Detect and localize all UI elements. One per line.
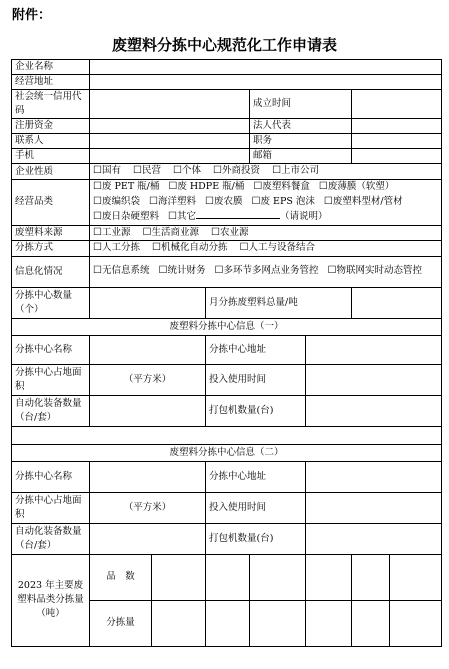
application-form (11, 59, 442, 647)
checkbox-icon: ☐ (93, 211, 102, 222)
address-field[interactable] (90, 75, 442, 90)
volume-amount-cell[interactable] (152, 600, 206, 646)
checkbox-icon: ☐ (205, 195, 214, 207)
products-label: 经营品类 (12, 180, 90, 226)
method-option[interactable]: ☐人工与设备结合 (239, 242, 316, 253)
method-options (90, 241, 442, 257)
product-option[interactable]: ☐废 PET 瓶/桶 (93, 181, 160, 192)
checkbox-icon: ☐ (93, 242, 102, 253)
phone-field[interactable] (90, 149, 250, 164)
center-2-name-label: 分拣中心名称 (12, 461, 90, 492)
nature-option[interactable]: ☐外商投资 (213, 165, 261, 177)
checkbox-icon: ☐ (93, 226, 102, 238)
nature-option[interactable]: ☐国有 (93, 165, 121, 177)
established-label: 成立时间 (250, 90, 352, 119)
info-option[interactable]: ☐统计财务 (158, 265, 206, 277)
email-field[interactable] (352, 149, 442, 164)
center-1-address-field[interactable] (306, 335, 442, 364)
other-explain-field[interactable] (196, 209, 280, 219)
volume-category-label: 品 数 (90, 554, 152, 600)
method-option[interactable]: ☐机械化自动分拣 (152, 242, 228, 253)
checkbox-icon: ☐ (93, 165, 102, 177)
center-1-baler-field[interactable] (306, 395, 442, 426)
volume-category-cell[interactable] (390, 554, 442, 600)
area-unit: （平方米） (123, 501, 172, 513)
company-name-label: 企业名称 (12, 60, 90, 75)
contact-field[interactable] (90, 134, 250, 149)
checkbox-icon: ☐ (318, 181, 328, 192)
checkbox-icon: ☐ (214, 265, 224, 277)
checkbox-icon: ☐ (93, 181, 102, 192)
checkbox-icon: ☐ (168, 211, 177, 222)
monthly-volume-label: 月分拣废塑料总量/吨 (206, 287, 352, 318)
credit-code-field[interactable] (90, 90, 250, 119)
checkbox-icon: ☐ (213, 165, 223, 177)
volume-amount-cell[interactable] (306, 600, 352, 646)
product-option[interactable]: ☐废农膜 (205, 195, 243, 207)
checkbox-icon: ☐ (93, 195, 102, 207)
product-option[interactable]: ☐废 EPS 泡沫 (251, 195, 315, 207)
center-2-equipment-field[interactable] (90, 523, 206, 554)
center-count-field[interactable] (90, 287, 206, 318)
center-1-area-label: 分拣中心占地面积 (12, 364, 90, 395)
center-count-label: 分拣中心数量（个） (12, 287, 90, 318)
product-option[interactable]: ☐废塑料餐盒 (253, 181, 310, 192)
center-1-start-field[interactable] (306, 364, 442, 395)
volume-category-cell[interactable] (352, 554, 390, 600)
product-option[interactable]: ☐废 HDPE 瓶/桶 (168, 181, 245, 192)
center-2-start-label: 投入使用时间 (206, 492, 306, 523)
nature-options (90, 164, 442, 180)
center-1-area-field[interactable] (90, 364, 206, 395)
form-title: 废塑料分拣中心规范化工作申请表 (111, 36, 337, 54)
center-1-start-label: 投入使用时间 (206, 364, 306, 395)
address-label: 经营地址 (12, 75, 90, 90)
center-1-address-label: 分拣中心地址 (206, 335, 306, 364)
nature-option[interactable]: ☐个体 (173, 165, 202, 177)
center-1-equipment-label: 自动化装备数量（台/套） (12, 395, 90, 426)
nature-label: 企业性质 (12, 164, 90, 180)
contact-label: 联系人 (12, 134, 90, 149)
product-option[interactable]: ☐海洋塑料 (149, 195, 196, 207)
center-1-spacer (12, 426, 442, 444)
info-label: 信息化情况 (12, 256, 90, 287)
volume-amount-cell[interactable] (250, 600, 306, 646)
checkbox-icon: ☐ (142, 226, 152, 238)
method-label: 分拣方式 (12, 241, 90, 257)
reg-capital-field[interactable] (90, 119, 250, 134)
info-option[interactable]: ☐无信息系统 (93, 265, 150, 277)
checkbox-icon: ☐ (133, 165, 142, 177)
center-2-heading: 废塑料分拣中心信息（二） (12, 444, 442, 461)
legal-rep-label: 法人代表 (250, 119, 352, 134)
source-label: 废塑料来源 (12, 225, 90, 241)
source-option[interactable]: ☐生活商业源 (142, 226, 199, 238)
source-options (90, 225, 442, 241)
center-2-name-field[interactable] (90, 461, 206, 492)
center-1-equipment-field[interactable] (90, 395, 206, 426)
volume-amount-cell[interactable] (352, 600, 390, 646)
checkbox-icon: ☐ (93, 265, 102, 277)
volume-amount-cell[interactable] (390, 600, 442, 646)
checkbox-icon: ☐ (158, 265, 168, 277)
info-option[interactable]: ☐物联网实时动态管控 (327, 265, 423, 277)
monthly-volume-field[interactable] (352, 287, 442, 318)
product-option[interactable]: ☐废薄膜（软塑） (318, 181, 395, 192)
checkbox-icon: ☐ (239, 242, 249, 253)
product-option[interactable]: ☐废编织袋 (93, 195, 140, 207)
products-options (90, 180, 442, 226)
product-option[interactable]: ☐废日杂硬塑料 (93, 211, 159, 222)
center-1-heading: 废塑料分拣中心信息（一） (12, 318, 442, 335)
volume-amount-label: 分拣量 (90, 600, 152, 646)
product-option-other[interactable]: ☐其它 （请说明） (168, 211, 328, 222)
checkbox-icon: ☐ (323, 195, 333, 207)
center-1-name-label: 分拣中心名称 (12, 335, 90, 364)
volume-category-cell[interactable] (152, 554, 206, 600)
checkbox-icon: ☐ (211, 226, 220, 238)
center-2-baler-field[interactable] (306, 523, 442, 554)
checkbox-icon: ☐ (168, 181, 178, 192)
volume-category-cell[interactable] (306, 554, 352, 600)
nature-option[interactable]: ☐民营 (133, 165, 161, 177)
info-options (90, 256, 442, 287)
checkbox-icon: ☐ (253, 181, 263, 192)
volume-table-lead: 2023 年主要废塑料品类分拣量（吨） (12, 554, 90, 646)
reg-capital-label: 注册资金 (12, 119, 90, 134)
checkbox-icon: ☐ (149, 195, 158, 207)
source-option[interactable]: ☐工业源 (93, 226, 131, 238)
checkbox-icon: ☐ (152, 242, 161, 253)
center-2-baler-label: 打包机数量(台) (206, 523, 306, 554)
volume-amount-cell[interactable] (206, 600, 250, 646)
center-1-baler-label: 打包机数量(台) (206, 395, 306, 426)
checkbox-icon: ☐ (251, 195, 261, 207)
attachment-label: 附件： (12, 8, 52, 23)
legal-rep-field[interactable] (352, 119, 442, 134)
position-label: 职务 (250, 134, 352, 149)
source-option[interactable]: ☐农业源 (211, 226, 249, 238)
center-2-equipment-label: 自动化装备数量（台/套） (12, 523, 90, 554)
established-field[interactable] (352, 90, 442, 119)
phone-label: 手机 (12, 149, 90, 164)
method-option[interactable]: ☐人工分拣 (93, 242, 140, 253)
nature-option[interactable]: ☐上市公司 (272, 165, 320, 177)
checkbox-icon: ☐ (327, 265, 337, 277)
info-option[interactable]: ☐多环节多网点业务管控 (214, 265, 319, 277)
center-1-name-field[interactable] (90, 335, 206, 364)
product-option[interactable]: ☐废塑料型材/管材 (323, 195, 403, 207)
company-name-field[interactable] (90, 60, 442, 75)
credit-code-label: 社会统一信用代码 (12, 90, 90, 119)
volume-category-cell[interactable] (250, 554, 306, 600)
center-2-address-label: 分拣中心地址 (206, 461, 306, 492)
area-unit: （平方米） (123, 373, 172, 385)
center-2-area-field[interactable] (90, 492, 206, 523)
center-2-area-label: 分拣中心占地面积 (12, 492, 90, 523)
position-field[interactable] (352, 134, 442, 149)
center-2-address-field[interactable] (306, 461, 442, 492)
checkbox-icon: ☐ (272, 165, 282, 177)
center-2-start-field[interactable] (306, 492, 442, 523)
volume-category-cell[interactable] (206, 554, 250, 600)
email-label: 邮箱 (250, 149, 352, 164)
checkbox-icon: ☐ (173, 165, 182, 177)
